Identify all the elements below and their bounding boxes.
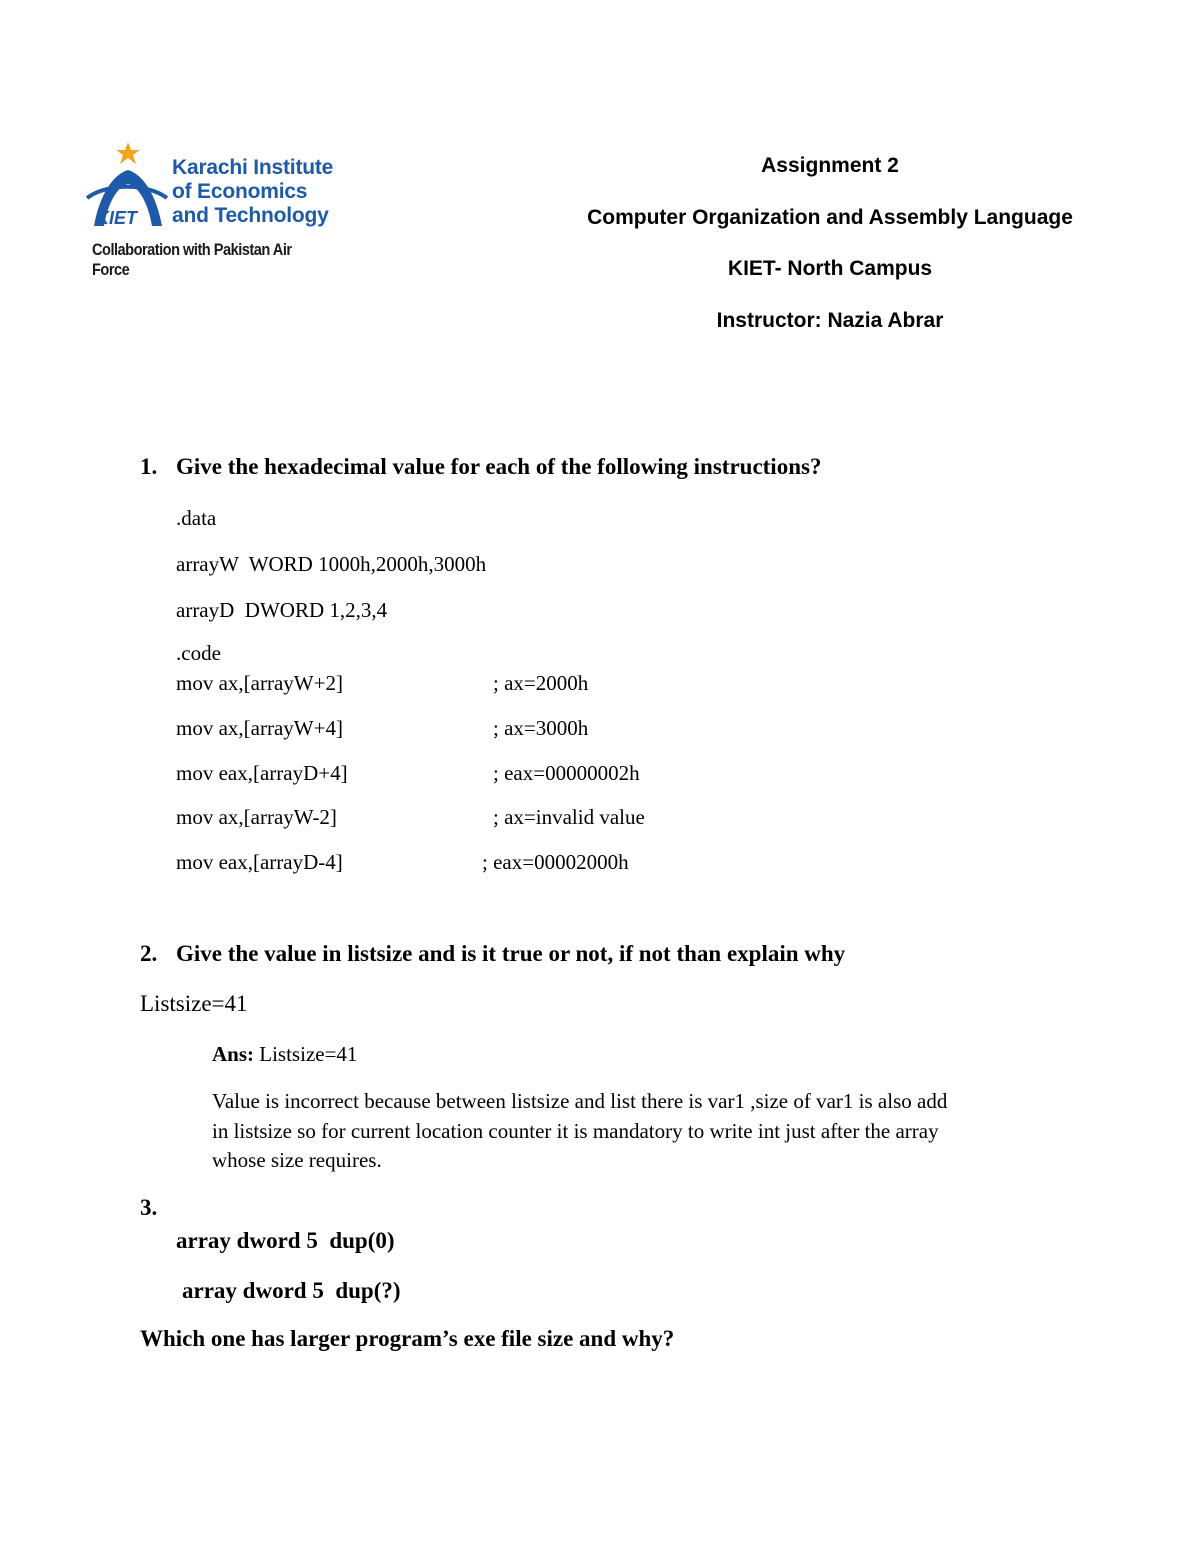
- q1-comment-3: ; eax=00000002h: [493, 761, 640, 785]
- q2-explanation-line-3: whose size requires.: [212, 1148, 382, 1172]
- q1-number: 1.: [140, 454, 158, 479]
- q3-question: Which one has larger program’s exe file size and why?: [140, 1326, 675, 1351]
- q2-explanation-line-2: in listsize so for current location counter it is mandatory to write int just after the array: [212, 1119, 939, 1143]
- q1-arrayw-decl: arrayW WORD 1000h,2000h,3000h: [176, 552, 487, 576]
- q3-number: 3.: [140, 1195, 158, 1220]
- q2-number: 2.: [140, 941, 158, 966]
- q1-comment-1: ; ax=2000h: [493, 671, 589, 695]
- q1-comment-2: ; ax=3000h: [493, 716, 589, 740]
- campus-name: KIET- North Campus: [727, 257, 933, 280]
- q2-listsize: Listsize=41: [140, 991, 248, 1016]
- q1-instr-5: mov eax,[arrayD-4]: [176, 850, 343, 874]
- q1-code-directive: .code: [176, 641, 221, 665]
- assignment-title: Assignment 2: [761, 154, 899, 177]
- q2-answer: [212, 1042, 357, 1067]
- q1-comment-4: ; ax=invalid value: [493, 805, 645, 829]
- logo-line-2: of Economics: [172, 180, 308, 203]
- kiet-logo: [82, 138, 340, 279]
- logo-collab-text: Collaboration with Pakistan Air Force: [92, 240, 292, 279]
- q1-data-directive: .data: [176, 506, 217, 530]
- logo-line-3: and Technology: [172, 204, 329, 227]
- q1-instr-4: mov ax,[arrayW-2]: [176, 805, 337, 829]
- q1-arrayd-decl: arrayD DWORD 1,2,3,4: [176, 598, 388, 622]
- q1-instr-2: mov ax,[arrayW+4]: [176, 716, 343, 740]
- q2-explanation-line-1: Value is incorrect because between listsize and list there is var1 ,size of var1 is also add: [212, 1089, 948, 1113]
- logo-kiet-label: KIET: [96, 208, 138, 228]
- q3-line-2: array dword 5 dup(?): [182, 1278, 401, 1303]
- q2-answer-label: Ans:: [212, 1042, 255, 1066]
- q1-text: Give the hexadecimal value for each of the following instructions?: [176, 454, 822, 479]
- q1-instr-3: mov eax,[arrayD+4]: [176, 761, 348, 785]
- q3-line-1: array dword 5 dup(0): [176, 1228, 395, 1253]
- instructor-name: Instructor: Nazia Abrar: [716, 309, 944, 332]
- course-title: Computer Organization and Assembly Language: [587, 206, 1073, 229]
- logo-line-1: Karachi Institute: [172, 156, 334, 179]
- q1-instr-1: mov ax,[arrayW+2]: [176, 671, 343, 695]
- q1-comment-5: ; eax=00002000h: [482, 850, 629, 874]
- q2-answer-value: Listsize=41: [254, 1042, 358, 1066]
- q2-text: Give the value in listsize and is it true or not, if not than explain why: [176, 941, 846, 966]
